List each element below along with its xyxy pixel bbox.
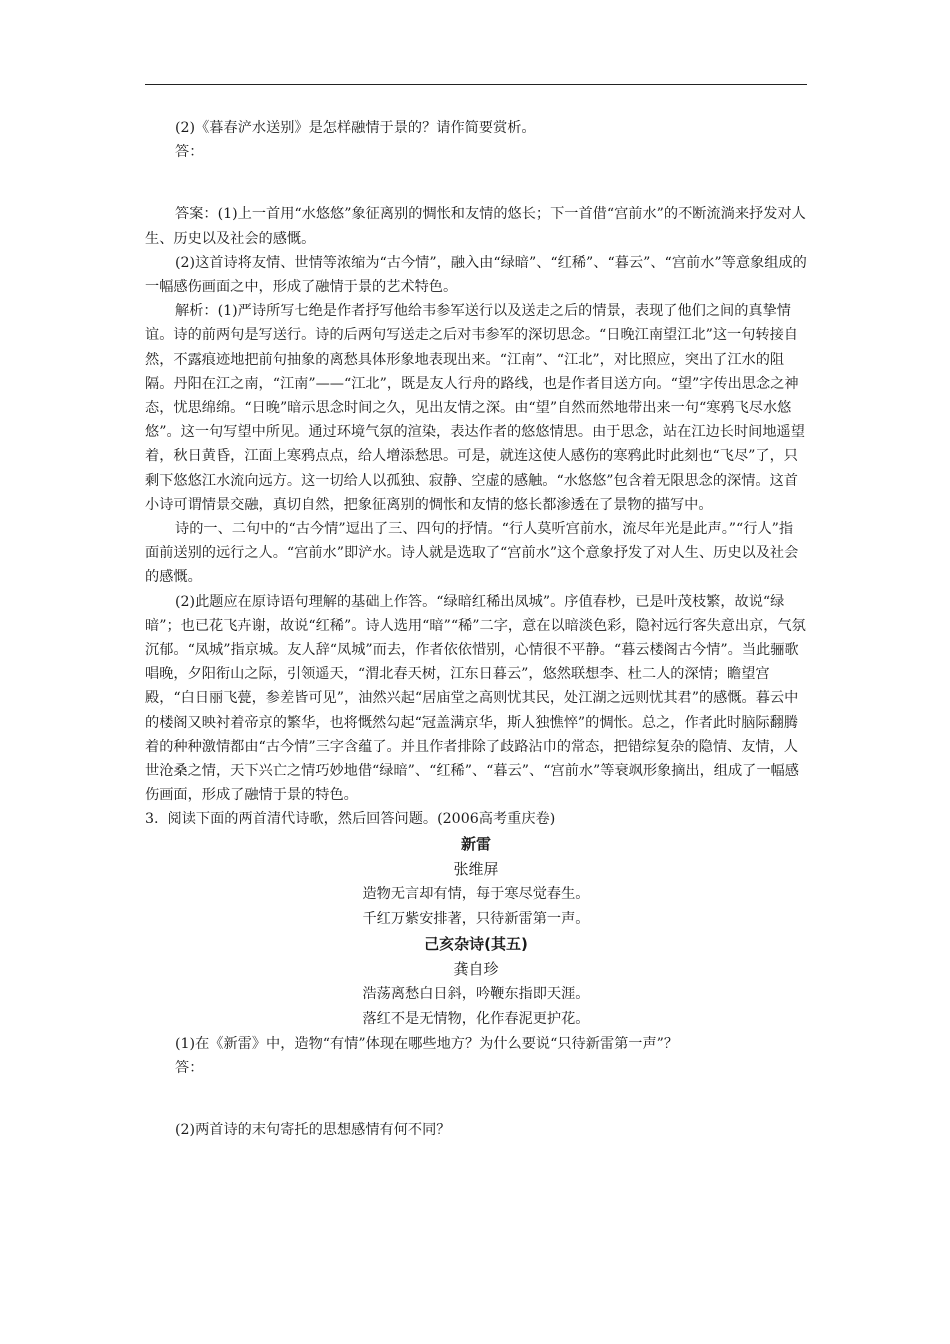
poem-1-line: 造物无言却有情，每于寒尽觉春生。 [362,885,590,902]
answer-paragraph-2: (2)这首诗将友情、世情等浓缩为“古今情”，融入由“绿暗”、“红稀”、“暮云”、“宫前水”等意象组成的一幅感伤画面之中，形成了融情于景的艺术特色。 [145,254,807,296]
poem-2-author: 龚自珍 [453,959,499,978]
document-page [145,116,807,1142]
answer-label: 答： [175,1059,204,1076]
question-3-sub-2: (2)两首诗的末句寄托的思想感情有何不同？ [175,1122,451,1139]
analysis-paragraph-3: (2)此题应在原诗语句理解的基础上作答。“绿暗红稀出凤城”。序值春杪，已是叶茂枝繁，故说“绿暗”；也已花飞卉谢，故说“红稀”。诗人选用“暗”“稀”二字，意在以暗淡色彩，隐衬远行客失意出京，气氛沉郁。“凤城”指京城。友人辞“凤城”而去，作者依依惜别，心情很不平静。“暮云楼阁古今情”。当此骊歌唱晚，夕阳衔山之际，引领遥天，“渭北春天树，江东日暮云”，悠然联想李、杜二人的深情；瞻望宫殿，“白日丽飞甍，参差皆可见”，油然兴起“居庙堂之高则忧其民，处江湖之远则忧其君”的感慨。暮云中的楼阁又映衬着帝京的繁华，也将慨然勾起“冠盖满京华，斯人独憔悴”的惆怅。总之，作者此时脑际翻腾着的种种激情都由“古今情”三字含蕴了。并且作者排除了歧路沾巾的常态，把错综复杂的隐情、友情，人世沧桑之情，天下兴亡之情巧妙地借“绿暗”、“红稀”、“暮云”、“宫前水”等衰飒形象摘出，组成了一幅感伤画面，形成了融情于景的特色。 [145,593,806,804]
poem-2-title: 己亥杂诗(其五) [424,934,528,953]
poem-1-line: 千红万紫安排著，只待新雷第一声。 [362,910,590,927]
poem-1-title: 新雷 [460,834,491,853]
header-rule [145,84,807,85]
analysis-paragraph-1: 解析：(1)严诗所写七绝是作者抒写他给韦参军送行以及送走之后的情景，表现了他们之间的真挚情谊。诗的前两句是写送行。诗的后两句写送走之后对韦参军的深切思念。“日晚江南望江北”这一句转接自然，不露痕迹地把前句抽象的离愁具体形象地表现出来。“江南”、“江北”，对比照应，突出了江水的阻隔。丹阳在江之南，“江南”——“江北”，既是友人行舟的路线，也是作者目送方向。“望”字传出思念之神态，忧思绵绵。“日晚”暗示思念时间之久，见出友情之深。由“望”自然而然地带出来一句“寒鸦飞尽水悠悠”。这一句写望中所见。通过环境气氛的渲染，表达作者的悠悠情思。由于思念，站在江边长时间地遥望着，秋日黄昏，江面上寒鸦点点，给人增添愁思。可是，就连这使人感伤的寒鸦此时此刻也“飞尽”了，只剩下悠悠江水流向远方。这一切给人以孤独、寂静、空虚的感触。“水悠悠”包含着无限思念的深情。这首小诗可谓情景交融，真切自然，把象征离别的惆怅和友情的悠长都渗透在了景物的描写中。 [145,303,805,513]
answer-space [145,164,807,188]
answer-paragraph-1: 答案：(1)上一首用“水悠悠”象征离别的惆怅和友情的悠长；下一首借“宫前水”的不断流淌来抒发对人生、历史以及社会的感慨。 [145,206,806,247]
question-2-prompt: (2)《暮春浐水送别》是怎样融情于景的？请作简要赏析。 [175,120,536,136]
poem-2-line: 落红不是无情物，化作春泥更护花。 [362,1010,590,1027]
question-3-sub-1: (1)在《新雷》中，造物“有情”体现在哪些地方？为什么要说“只待新雷第一声”？ [175,1035,679,1052]
answer-space [145,1080,807,1104]
analysis-paragraph-2: 诗的一、二句中的“古今情”逗出了三、四句的抒情。“行人莫听宫前水，流尽年光是此声。”“行人”指面前送别的远行之人。“宫前水”即浐水。诗人就是选取了“宫前水”这个意象抒发了对人生、历史以及社会的感慨。 [145,521,799,586]
poem-1-author: 张维屏 [453,859,499,878]
answer-label: 答： [175,144,204,161]
question-3-header: 3. 阅读下面的两首清代诗歌，然后回答问题。(2006高考重庆卷) [145,811,556,828]
poem-2-line: 浩荡离愁白日斜，吟鞭东指即天涯。 [362,985,590,1002]
